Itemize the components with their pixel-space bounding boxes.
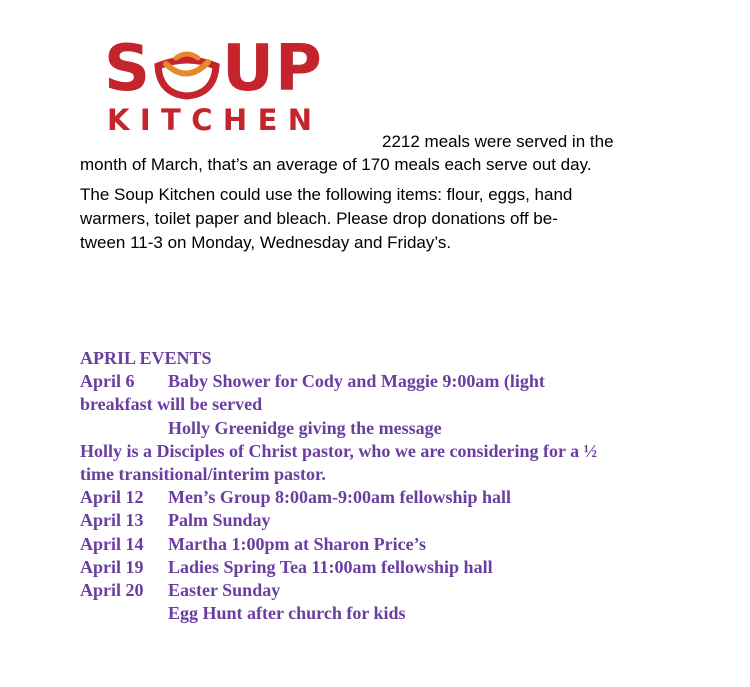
donations-line-3: tween 11-3 on Monday, Wednesday and Friday’s. xyxy=(80,233,452,252)
event-date: April 6 xyxy=(80,371,135,392)
event-line xyxy=(80,556,680,579)
event-date: April 19 xyxy=(80,556,144,577)
soup-kitchen-logo xyxy=(104,32,360,138)
event-date: April 14 xyxy=(80,533,144,554)
meals-line-2: month of March, that’s an average of 170 meals each serve out day. xyxy=(80,155,592,174)
event-text: Ladies Spring Tea 11:00am fellowship hall xyxy=(168,556,493,577)
logo-letter-s: S xyxy=(104,32,152,106)
event-text: Men’s Group 8:00am-9:00am fellowship hall xyxy=(168,487,512,508)
event-line xyxy=(80,393,680,416)
event-line xyxy=(80,509,680,532)
logo-soup-wordmark xyxy=(104,32,360,106)
meals-line-1: 2212 meals were served in the xyxy=(382,132,614,151)
logo-letters-up: UP xyxy=(222,32,323,106)
event-text: time transitional/interim pastor. xyxy=(80,463,326,484)
event-text: Holly is a Disciples of Christ pastor, who we are considering for a ½ xyxy=(80,440,598,461)
event-line xyxy=(80,602,680,625)
events-heading: APRIL EVENTS xyxy=(80,348,212,368)
april-events xyxy=(80,347,680,625)
event-line xyxy=(80,579,680,602)
event-text: breakfast will be served xyxy=(80,394,263,415)
event-date: April 12 xyxy=(80,487,144,508)
event-line xyxy=(80,370,680,393)
event-line xyxy=(80,440,680,463)
event-text: Easter Sunday xyxy=(168,579,281,600)
event-text: Baby Shower for Cody and Maggie 9:00am (light xyxy=(168,371,545,392)
donations-line-2: warmers, toilet paper and bleach. Please drop donations off be- xyxy=(80,209,558,228)
event-text: Egg Hunt after church for kids xyxy=(168,603,406,624)
logo-kitchen-wordmark: KITCHEN xyxy=(107,103,323,137)
donations-line-1: The Soup Kitchen could use the following items: flour, eggs, hand xyxy=(80,185,573,204)
event-text: Palm Sunday xyxy=(168,510,271,531)
event-line xyxy=(80,486,680,509)
event-text: Holly Greenidge giving the message xyxy=(168,417,442,438)
event-line xyxy=(80,417,680,440)
event-line xyxy=(80,533,680,556)
bowl-icon xyxy=(154,44,220,100)
event-list xyxy=(80,370,680,625)
event-date: April 20 xyxy=(80,579,144,600)
event-line xyxy=(80,463,680,486)
event-text: Martha 1:00pm at Sharon Price’s xyxy=(168,533,426,554)
event-date: April 13 xyxy=(80,510,144,531)
